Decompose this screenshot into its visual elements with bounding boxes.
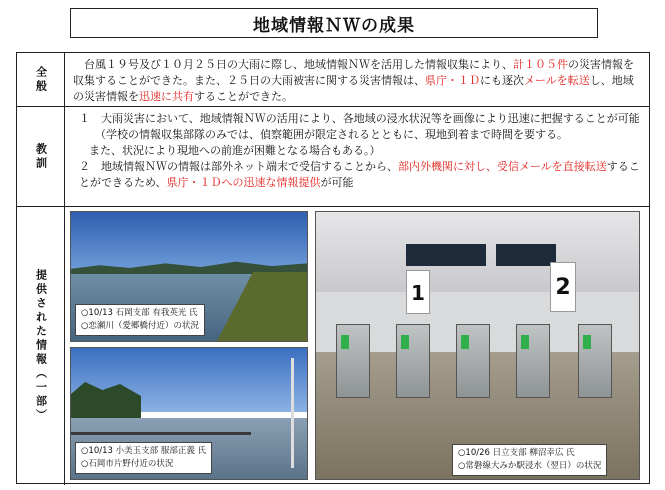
summary-text-segment: 迅速に共有 [139, 90, 194, 103]
summary-text-segment: することができた。 [194, 90, 293, 103]
lesson-item-1: １ 大雨災害において、地域情報ＮＷの活用により、各地域の浸水状況等を画像により迅速に把握することが可能 [79, 112, 640, 125]
lesson-item-2-segment: 県庁・１Ｄへの迅速な情報提供 [166, 176, 321, 189]
caption-location: ○石岡市片野付近の状況 [81, 459, 174, 469]
station-photo [315, 211, 640, 480]
lesson-item-2-segment: が可能 [320, 176, 354, 189]
provided-row [17, 207, 649, 485]
summary-text-segment: し、地域の災害情報を [73, 74, 634, 103]
flood-field-photo-caption [75, 442, 212, 474]
caption-location: ○常磐線大みか駅浸水（翌日）の状況 [458, 461, 602, 471]
summary-text [65, 53, 649, 106]
provided-label: 提供された情報（一部） [17, 207, 65, 485]
lessons-content [65, 107, 649, 206]
caption-reporter: ○10/26 日立支部 柳沼幸広 氏 [458, 448, 575, 458]
summary-text-segment: の災害情報を収集することができた。また、２５日の大雨被害に関する災害情報は、 [73, 58, 634, 87]
lesson-item-2-segment: ２ 地域情報ＮＷの情報は部外ネット端末で受信することから、 [79, 160, 398, 173]
summary-text-segment: 計１０５件 [513, 58, 568, 71]
caption-reporter: ○10/13 小美玉支部 服部正義 氏 [81, 446, 207, 456]
station-photo-caption [452, 444, 607, 476]
lesson-item-2-segment: することができるため、 [79, 160, 640, 189]
flood-field-photo [70, 347, 308, 480]
lesson-note-2: また、状況により現地への前進が困難となる場合もある。） [89, 144, 381, 157]
summary-label: 全般 [17, 53, 65, 106]
caption-location: ○恋瀬川（愛郷橋付近）の状況 [81, 321, 199, 331]
platform-sign-1: 1 [406, 270, 430, 314]
summary-row [17, 53, 649, 107]
page-title: 地域情報ＮＷの成果 [70, 8, 598, 38]
lesson-item-2-segment: 部内外機関に対し、受信メールを直接転送 [398, 160, 607, 173]
summary-text-segment: 県庁・１Ｄ [425, 74, 480, 87]
river-photo [70, 211, 308, 342]
results-table [16, 52, 650, 484]
summary-text-segment: 台風１９号及び１０月２５日の大雨に際し、地域情報ＮＷを活用した情報収集により、 [84, 58, 513, 71]
summary-text-segment: メールを転送 [524, 74, 590, 87]
caption-reporter: ○10/13 石岡支部 有我英光 氏 [81, 308, 198, 318]
lessons-label: 教訓 [17, 107, 65, 206]
lessons-row [17, 107, 649, 207]
platform-sign-2: 2 [550, 262, 576, 312]
lesson-item-2 [73, 159, 641, 191]
river-photo-caption [75, 304, 205, 336]
summary-text-segment: にも逐次 [480, 74, 524, 87]
lesson-note-1: （学校の情報収集部隊のみでは、偵察範囲が限定されるとともに、現地到着まで時間を要する。 [95, 128, 568, 141]
